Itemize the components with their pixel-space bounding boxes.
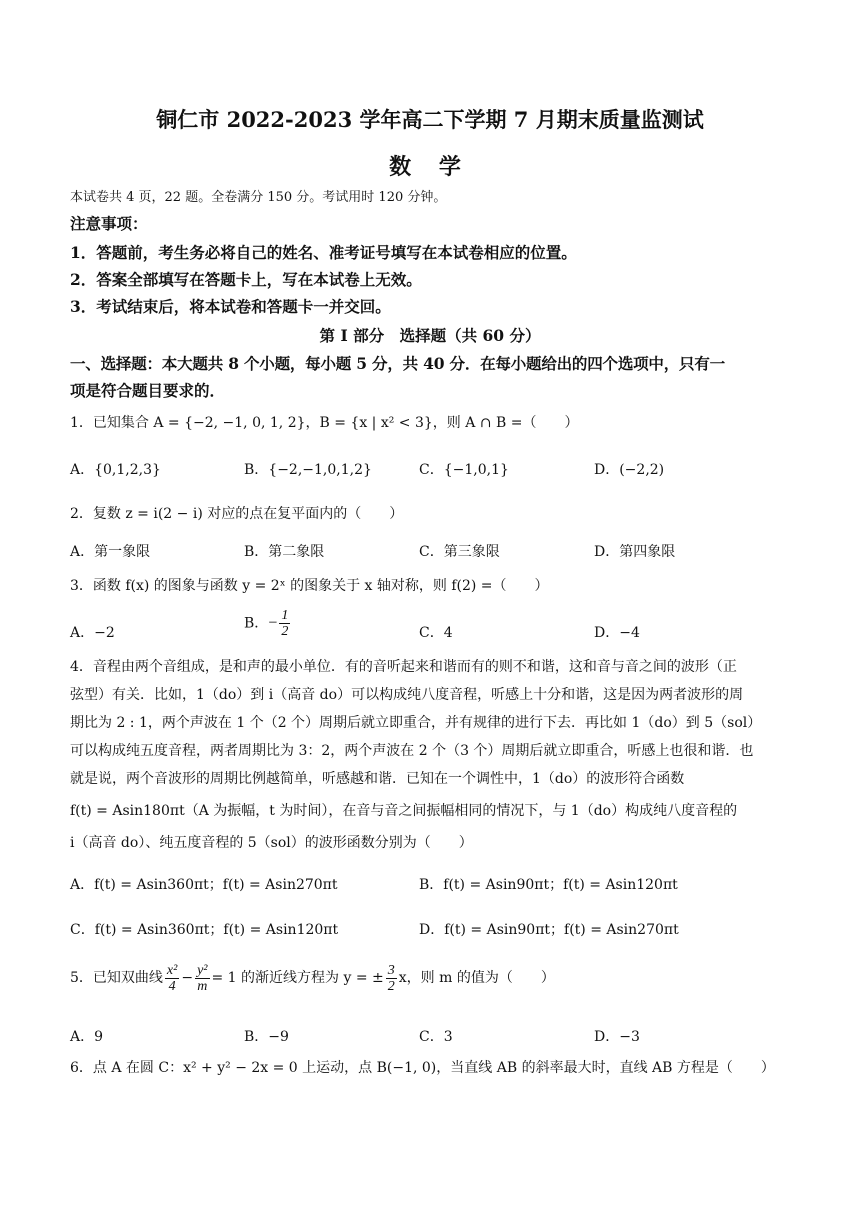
question-4-stem: [70, 653, 792, 857]
question-4-line: 弦型）有关．比如，1（do）到 i（高音 do）可以构成纯八度音程，听感上十分和谐，这是因为两者波形的周: [70, 687, 744, 703]
question-4-option-a: A．f(t) = Asin360πt；f(t) = Asin270πt: [70, 877, 338, 893]
section-heading-cont: 项是符合题目要求的．: [70, 381, 226, 400]
question-2-option-a: A．第一象限: [70, 544, 151, 560]
question-5-middle: = 1 的渐近线方程为 y = ±: [211, 970, 384, 986]
question-1-stem: 1．已知集合 A = {−2, −1, 0, 1, 2}，B = {x | x² < 3}，则 A ∩ B =（ ）: [70, 415, 579, 431]
note-item: 2．答案全部填写在答题卡上，写在本试卷上无效。: [70, 270, 422, 289]
question-4-line: 4．音程由两个音组成，是和声的最小单位．有的音听起来和谐而有的则不和谐，这和音与音之间的波形（正: [70, 659, 737, 675]
question-1-option-b: B．{−2,−1,0,1,2}: [244, 462, 372, 478]
question-5-suffix: x，则 m 的值为（ ）: [398, 970, 555, 986]
question-5-option-c: C．3: [419, 1029, 453, 1045]
note-item: 1．答题前，考生务必将自己的姓名、准考证号填写在本试卷相应的位置。: [70, 243, 577, 262]
question-5-option-b: B．−9: [244, 1029, 289, 1045]
question-3-stem: 3．函数 f(x) 的图象与函数 y = 2ˣ 的图象关于 x 轴对称，则 f(2) =（ ）: [70, 578, 549, 594]
question-4-line: 期比为 2 : 1，两个声波在 1 个（2 个）周期后就立即重合，并有规律的进行下去．再比如 1（do）到 5（sol）: [70, 715, 762, 731]
question-6-stem: 6．点 A 在圆 C：x² + y² − 2x = 0 上运动，点 B(−1, 0)，当直线 AB 的斜率最大时，直线 AB 方程是（ ）: [70, 1060, 775, 1076]
minus-sign: −: [181, 970, 194, 986]
fraction-sign: −: [268, 614, 278, 632]
fraction-numerator: y²: [197, 962, 208, 978]
exam-info: 本试卷共 4 页，22 题。全卷满分 150 分。考试用时 120 分钟。: [70, 190, 447, 205]
fraction-numerator: x²: [166, 962, 178, 978]
question-1-option-c: C．{−1,0,1}: [419, 462, 509, 478]
question-3-option-b: [244, 608, 292, 639]
question-2-option-c: C．第三象限: [419, 544, 500, 560]
question-4-line: i（高音 do）、纯五度音程的 5（sol）的波形函数分别为（ ）: [70, 835, 473, 851]
question-2-option-d: D．第四象限: [594, 544, 676, 560]
fraction: [165, 963, 179, 994]
subject-title: 数 学: [389, 154, 471, 180]
question-4-line: f(t) = Asin180πt（A 为振幅，t 为时间），在音与音之间振幅相同的情况下，与 1（do）构成纯八度音程的: [70, 803, 738, 819]
section-heading: 一、选择题：本大题共 8 个小题，每小题 5 分，共 40 分．在每小题给出的四个选项中，只有一: [70, 354, 725, 373]
fraction-denominator: m: [197, 978, 208, 994]
fraction: [386, 963, 397, 994]
fraction: [195, 963, 209, 994]
notes-heading: 注意事项：: [70, 214, 148, 233]
question-1-option-a: A．{0,1,2,3}: [70, 462, 161, 478]
question-5-prefix: 5．已知双曲线: [70, 970, 163, 986]
question-4-line: 可以构成纯五度音程，两者周期比为 3：2，两个声波在 2 个（3 个）周期后就立即重合，听感上也很和谐．也: [70, 743, 754, 759]
question-4-option-c: C．f(t) = Asin360πt；f(t) = Asin120πt: [70, 922, 339, 938]
fraction: [279, 608, 290, 639]
question-4-option-d: D．f(t) = Asin90πt；f(t) = Asin270πt: [419, 922, 679, 938]
part-heading: 第 I 部分 选择题（共 60 分）: [319, 326, 541, 345]
fraction-numerator: 1: [281, 608, 289, 623]
question-5-option-d: D．−3: [594, 1029, 640, 1045]
question-3-option-d: D．−4: [594, 625, 640, 641]
fraction-denominator: 4: [168, 978, 176, 994]
exam-title: 铜仁市 2022-2023 学年高二下学期 7 月期末质量监测试: [156, 107, 704, 132]
question-4-option-b: B．f(t) = Asin90πt；f(t) = Asin120πt: [419, 877, 678, 893]
question-1-option-d: D．(−2,2): [594, 462, 665, 478]
question-2-option-b: B．第二象限: [244, 544, 325, 560]
fraction-numerator: 3: [387, 962, 395, 978]
question-2-stem: 2．复数 z = i(2 − i) 对应的点在复平面内的（ ）: [70, 506, 404, 522]
question-5-option-a: A．9: [70, 1029, 104, 1045]
question-5-stem: [70, 962, 790, 994]
question-3-option-c: C．4: [419, 625, 453, 641]
note-item: 3．考试结束后，将本试卷和答题卡一并交回。: [70, 297, 391, 316]
question-3-option-a: A．−2: [70, 625, 115, 641]
option-letter: B．: [244, 615, 269, 632]
fraction-denominator: 2: [387, 978, 395, 994]
question-4-line: 就是说，两个音波形的周期比例越简单，听感越和谐．已知在一个调性中，1（do）的波形符合函数: [70, 771, 685, 787]
fraction-denominator: 2: [281, 624, 289, 639]
